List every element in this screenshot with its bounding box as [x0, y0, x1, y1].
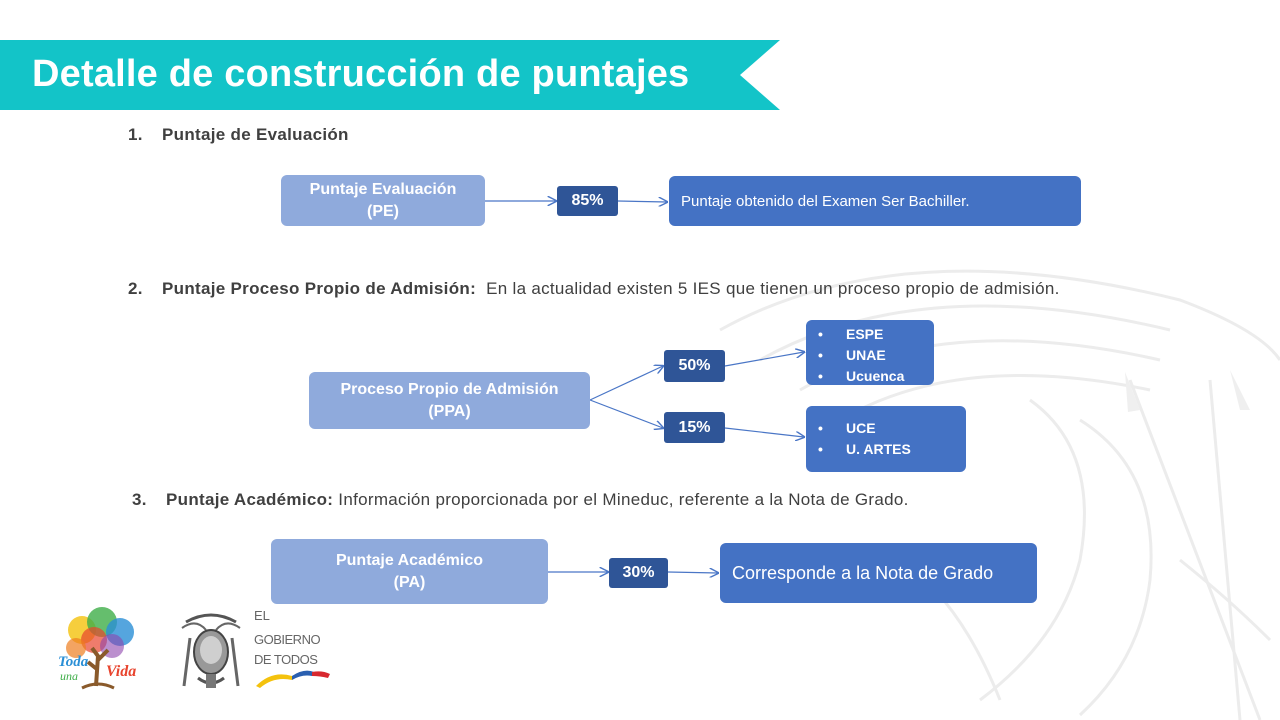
section-2-heading	[128, 279, 1060, 299]
gobierno-line1: EL	[254, 608, 270, 623]
ppa-box-line1: Proceso Propio de Admisión	[340, 380, 559, 398]
list-item: • U. ARTES	[806, 439, 966, 460]
pa-result-text: Corresponde a la Nota de Grado	[732, 562, 994, 583]
list-item: • ESPE	[806, 324, 934, 345]
pa-box-line2: (PA)	[393, 573, 426, 591]
section-1-heading	[128, 125, 349, 145]
page-title: Detalle de construcción de puntajes	[32, 53, 690, 95]
toda-logo-word1: Toda	[58, 654, 89, 670]
pe-result-text: Puntaje obtenido del Examen Ser Bachiller.	[681, 192, 970, 210]
toda-logo-word2: una	[60, 669, 78, 683]
section-2-description: En la actualidad existen 5 IES que tienen un proceso propio de admisión.	[486, 279, 1060, 298]
section-1-number: 1.	[128, 125, 143, 144]
list-item: • Ucuenca	[806, 366, 934, 387]
ppa-percent-badge-50: 50%	[664, 350, 725, 382]
toda-logo-word3: Vida	[106, 663, 137, 680]
section-3-number: 3.	[132, 490, 147, 509]
section-3-description: Información proporcionada por el Mineduc, referente a la Nota de Grado.	[338, 490, 909, 509]
ecuador-coat-of-arms-icon	[176, 608, 246, 690]
pe-percent-badge: 85%	[557, 186, 618, 216]
ppa-ies-list-50	[806, 320, 934, 385]
ppa-box-line2: (PPA)	[428, 402, 471, 420]
gobierno-line2: GOBIERNO	[254, 632, 321, 647]
el-gobierno-de-todos-logo	[252, 606, 332, 692]
toda-una-vida-logo	[52, 600, 148, 692]
pe-result-box	[669, 176, 1081, 226]
ppa-ies-list-15	[806, 406, 966, 472]
pa-percent-badge: 30%	[609, 558, 668, 588]
pe-box-line2: (PE)	[367, 202, 399, 220]
pe-box-line1: Puntaje Evaluación	[309, 180, 457, 198]
pa-result-box	[720, 543, 1037, 603]
list-item: • UCE	[806, 418, 966, 439]
list-item: • UNAE	[806, 345, 934, 366]
section-3-heading	[132, 490, 909, 510]
puntaje-evaluacion-box	[281, 175, 485, 226]
section-2-number: 2.	[128, 279, 143, 298]
ppa-box	[309, 372, 590, 429]
section-1-title: Puntaje de Evaluación	[162, 125, 349, 144]
ppa-percent-badge-15: 15%	[664, 412, 725, 443]
section-2-title: Puntaje Proceso Propio de Admisión:	[162, 279, 477, 298]
puntaje-academico-box	[271, 539, 548, 604]
pa-box-line1: Puntaje Académico	[335, 551, 483, 569]
gobierno-line3: DE TODOS	[254, 652, 318, 667]
section-3-title: Puntaje Académico:	[166, 490, 334, 509]
